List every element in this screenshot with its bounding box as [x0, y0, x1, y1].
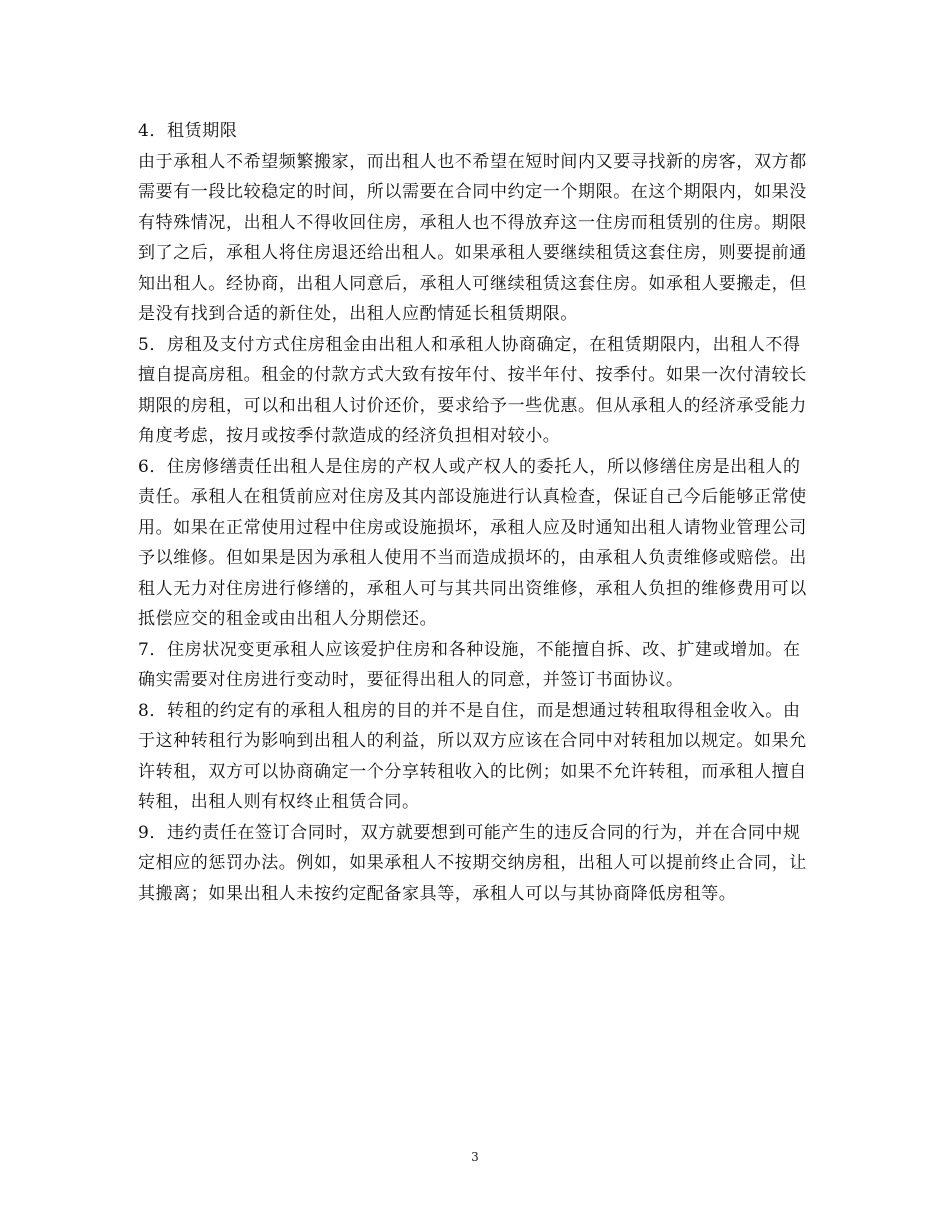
paragraph-lease-term: 由于承租人不希望频繁搬家，而出租人也不希望在短时间内又要寻找新的房客，双方都需要有一段比较稳定的时间，所以需要在合同中约定一个期限。在这个期限内，如果没有特殊情况，出租人不得收回住房，承租人也不得放弃这一住房而租赁别的住房。期限到了之后，承租人将住房退还给出租人。如果承租人要继续租赁这套住房，则要提前通知出租人。经协商，出租人同意后，承租人可继续租赁这套住房。如承租人要搬走，但是没有找到合适的新住处，出租人应酌情延长租赁期限。: [138, 151, 807, 324]
paragraph-repair-responsibility: 6．住房修缮责任出租人是住房的产权人或产权人的委托人，所以修缮住房是出租人的责任。承租人在租赁前应对住房及其内部设施进行认真检查，保证自己今后能够正常使用。如果在正常使用过程中住房或设施损坏，承租人应及时通知出租人请物业管理公司予以维修。但如果是因为承租人使用不当而造成损坏的，由承租人负责维修或赔偿。出租人无力对住房进行修缮的，承租人可与其共同出资维修，承租人负担的维修费用可以抵偿应交的租金或由出租人分期偿还。: [138, 456, 807, 629]
page-number: 3: [471, 1150, 479, 1164]
document-body: [138, 116, 818, 909]
paragraph-breach-liability: 9．违约责任在签订合同时，双方就要想到可能产生的违反合同的行为，并在合同中规定相应的惩罚办法。例如，如果承租人不按期交纳房租，出租人可以提前终止合同，让其搬离；如果出租人未按约定配备家具等，承租人可以与其协商降低房租等。: [138, 822, 807, 904]
paragraph-sublease: 8．转租的约定有的承租人租房的目的并不是自住，而是想通过转租取得租金收入。由于这种转租行为影响到出租人的利益，所以双方应该在合同中对转租加以规定。如果允许转租，双方可以协商确定一个分享转租收入的比例；如果不允许转租，而承租人擅自转租，出租人则有权终止租赁合同。: [138, 700, 807, 812]
paragraph-housing-changes: 7．住房状况变更承租人应该爱护住房和各种设施，不能擅自拆、改、扩建或增加。在确实需要对住房进行变动时，要征得出租人的同意，并签订书面协议。: [138, 639, 801, 690]
heading-lease-term: 4．租赁期限: [138, 121, 238, 141]
paragraph-rent-payment: 5．房租及支付方式住房租金由出租人和承租人协商确定，在租赁期限内，出租人不得擅自提高房租。租金的付款方式大致有按年付、按半年付、按季付。如果一次付清较长期限的房租，可以和出租人讨价还价，要求给予一些优惠。但从承租人的经济承受能力角度考虑，按月或按季付款造成的经济负担相对较小。: [138, 334, 807, 446]
